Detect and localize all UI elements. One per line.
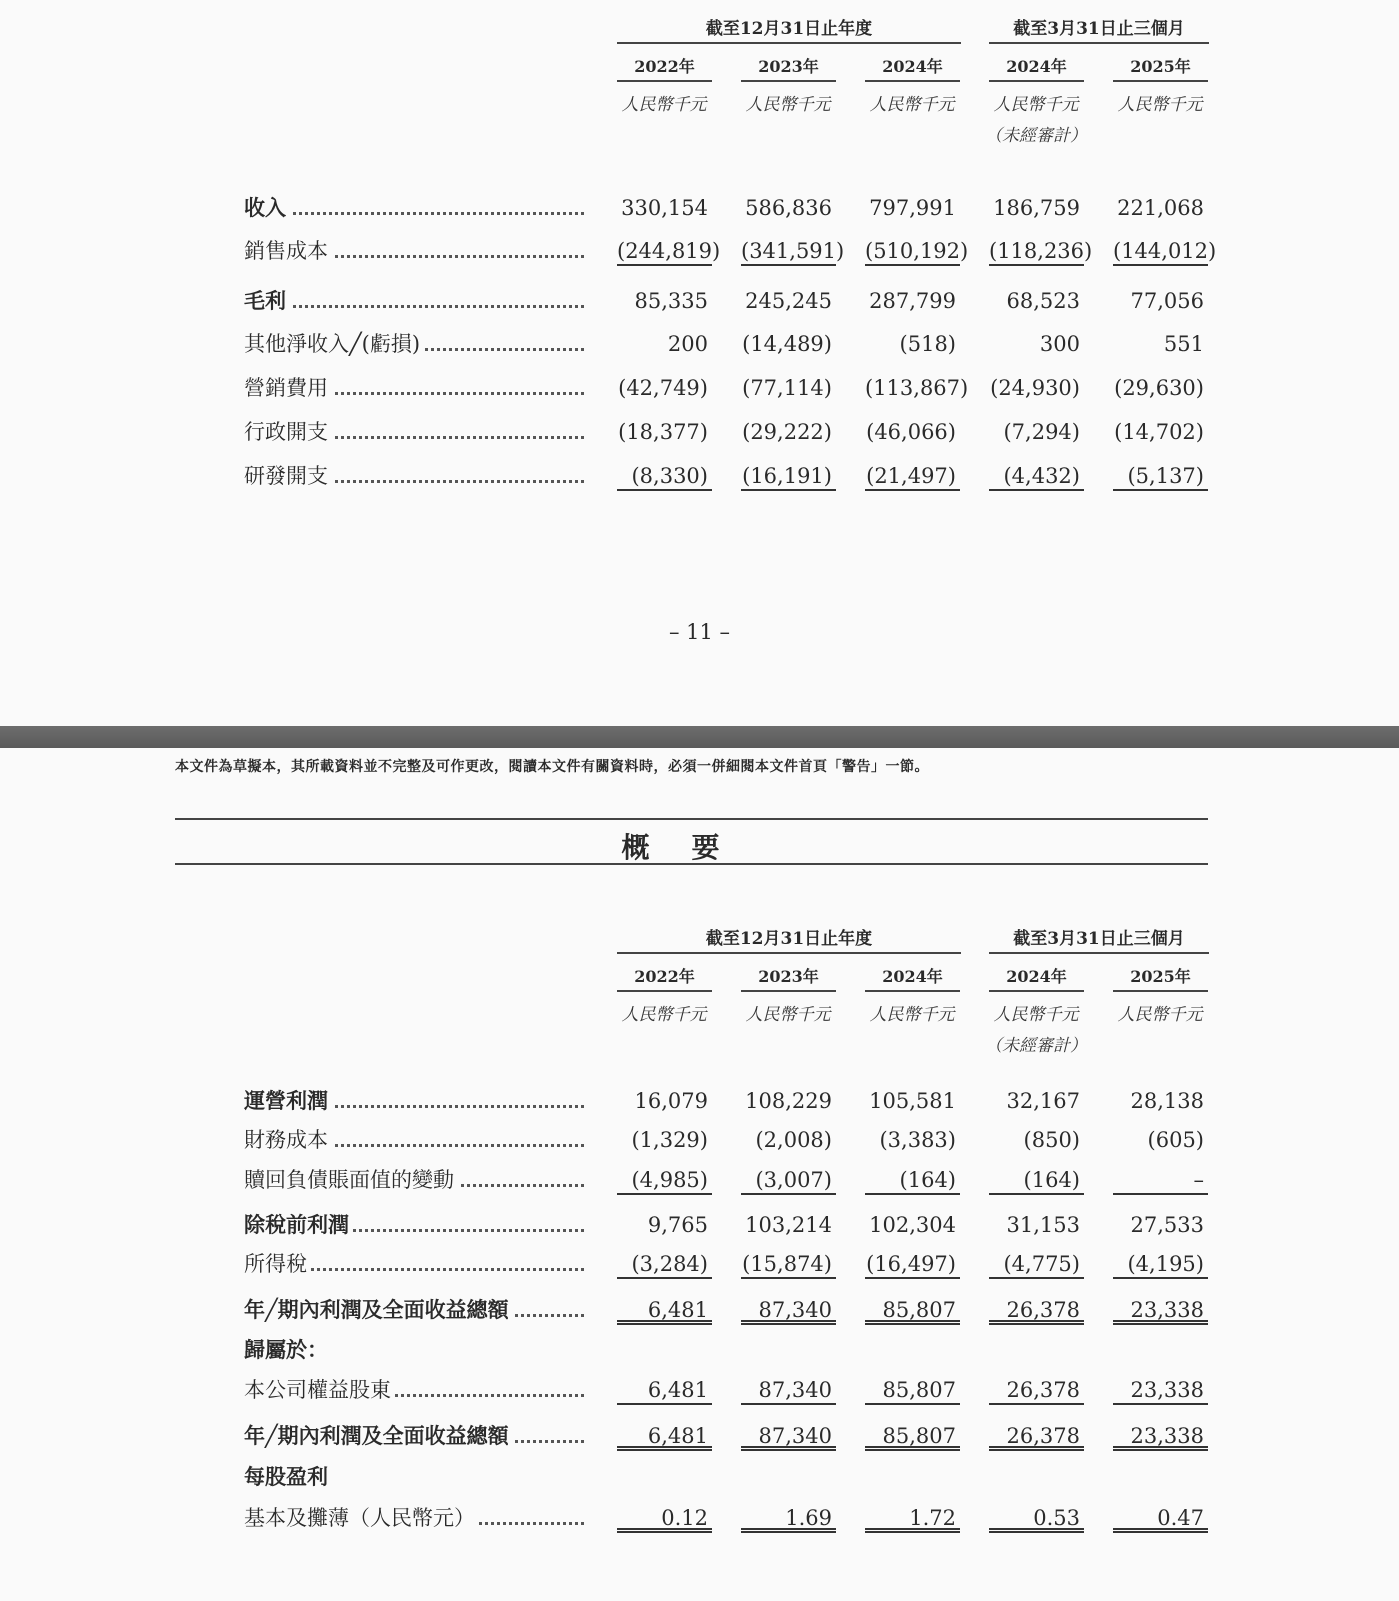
unaudited-label: （未經審計） <box>985 126 1087 146</box>
row-value: 26,378 <box>989 1295 1084 1325</box>
row-value: (341,591) <box>741 236 836 266</box>
header-group-q: 截至3月31日止三個月 <box>989 16 1209 44</box>
row-label-text: 年╱期內利潤及全面收益總額 <box>244 1297 513 1322</box>
row-value: 245,245 <box>745 289 832 313</box>
row-value: (4,432) <box>989 461 1084 491</box>
row-value: 102,304 <box>869 1213 956 1237</box>
page-11 <box>0 0 1399 728</box>
row-value: (46,066) <box>866 420 956 444</box>
row-value: (16,191) <box>741 461 836 491</box>
row-value: 23,338 <box>1113 1421 1208 1451</box>
year-header: 2024年 <box>989 54 1084 82</box>
row-value: 26,378 <box>989 1421 1084 1451</box>
row-value: (5,137) <box>1113 461 1208 491</box>
row-label-text: 收入 <box>244 195 290 220</box>
row-label <box>244 1335 584 1365</box>
row-label-text: 研發開支 <box>244 464 332 488</box>
row-label-text: 銷售成本 <box>244 239 332 263</box>
row-value: (21,497) <box>865 461 960 491</box>
row-label <box>244 1249 584 1279</box>
row-value: 85,335 <box>634 289 708 313</box>
row-value: 68,523 <box>1006 289 1080 313</box>
row-label-text: 年╱期內利潤及全面收益總額 <box>244 1423 513 1448</box>
row-value: (8,330) <box>617 461 712 491</box>
row-value: 28,138 <box>1130 1089 1204 1113</box>
row-value: (4,195) <box>1113 1249 1208 1279</box>
unit-label: 人民幣千元 <box>621 95 707 115</box>
year-header: 2022年 <box>617 964 712 992</box>
unit-label: 人民幣千元 <box>1117 95 1203 115</box>
row-value: 16,079 <box>634 1089 708 1113</box>
unaudited-label: （未經審計） <box>985 1036 1087 1056</box>
row-value: – <box>1113 1165 1208 1195</box>
unit-label: 人民幣千元 <box>745 1005 831 1025</box>
row-value: (77,114) <box>742 376 832 400</box>
row-value: 31,153 <box>1006 1213 1080 1237</box>
row-value: 0.47 <box>1113 1503 1208 1533</box>
row-value: 6,481 <box>617 1295 712 1325</box>
row-value: 87,340 <box>741 1375 836 1405</box>
row-value: (16,497) <box>865 1249 960 1279</box>
row-value: (3,284) <box>617 1249 712 1279</box>
row-value: (164) <box>989 1165 1084 1195</box>
row-value: 1.72 <box>865 1503 960 1533</box>
header-group-fy: 截至12月31日止年度 <box>617 16 961 44</box>
row-value: (1,329) <box>631 1128 708 1152</box>
header-group-fy: 截至12月31日止年度 <box>617 926 961 954</box>
year-header: 2022年 <box>617 54 712 82</box>
unit-label: 人民幣千元 <box>993 1005 1079 1025</box>
row-value: (42,749) <box>618 376 708 400</box>
row-value: 85,807 <box>865 1295 960 1325</box>
row-label-text: 運營利潤 <box>244 1088 332 1113</box>
row-value: 0.12 <box>617 1503 712 1533</box>
row-value: 200 <box>667 332 708 356</box>
row-value: 85,807 <box>865 1375 960 1405</box>
row-value: 797,991 <box>869 196 956 220</box>
row-label <box>244 417 584 447</box>
row-value: (24,930) <box>990 376 1080 400</box>
row-value: 85,807 <box>865 1421 960 1451</box>
row-value: (850) <box>1023 1128 1080 1152</box>
row-label <box>244 286 584 316</box>
row-label <box>244 236 584 266</box>
unit-label: 人民幣千元 <box>621 1005 707 1025</box>
row-value: (4,775) <box>989 1249 1084 1279</box>
row-value: (29,630) <box>1114 376 1204 400</box>
row-value: (113,867) <box>865 376 969 400</box>
title-rule-top <box>175 818 1208 820</box>
year-header: 2024年 <box>865 964 960 992</box>
row-value: (7,294) <box>1003 420 1080 444</box>
row-label <box>244 1375 584 1405</box>
row-label-text: 毛利 <box>244 288 290 313</box>
row-value: 27,533 <box>1130 1213 1204 1237</box>
year-header: 2024年 <box>989 964 1084 992</box>
row-value: 9,765 <box>647 1213 708 1237</box>
unit-label: 人民幣千元 <box>745 95 831 115</box>
row-value: (3,007) <box>741 1165 836 1195</box>
row-label <box>244 329 584 359</box>
year-header: 2023年 <box>741 54 836 82</box>
page-title: 概要 <box>621 831 762 864</box>
row-value: 108,229 <box>745 1089 832 1113</box>
row-label <box>244 1165 584 1195</box>
row-label <box>244 1125 584 1155</box>
row-label <box>244 1421 584 1451</box>
row-value: (29,222) <box>742 420 832 444</box>
row-label-text: 每股盈利 <box>244 1464 332 1489</box>
row-value: (118,236) <box>989 236 1084 266</box>
page-summary <box>0 748 1399 1601</box>
title-rule-bottom <box>175 863 1208 865</box>
row-label-text: 營銷費用 <box>244 376 332 400</box>
row-value: 32,167 <box>1006 1089 1080 1113</box>
row-label-text: 其他淨收入╱(虧損) <box>244 332 424 356</box>
row-value: 103,214 <box>745 1213 832 1237</box>
row-value: 330,154 <box>621 196 708 220</box>
row-value: (510,192) <box>865 236 960 266</box>
row-value: 551 <box>1163 332 1204 356</box>
row-value: 287,799 <box>869 289 956 313</box>
row-label-text: 除稅前利潤 <box>244 1212 353 1237</box>
row-label <box>244 1295 584 1325</box>
row-label <box>244 193 584 223</box>
unit-label: 人民幣千元 <box>993 95 1079 115</box>
row-label-text: 贖回負債賬面值的變動 <box>244 1168 458 1192</box>
page-divider <box>0 726 1399 748</box>
year-header: 2025年 <box>1113 964 1208 992</box>
unit-label: 人民幣千元 <box>869 1005 955 1025</box>
row-label <box>244 1462 584 1492</box>
row-value: 87,340 <box>741 1421 836 1451</box>
row-value: (518) <box>899 332 956 356</box>
row-label <box>244 1210 584 1240</box>
row-value: 26,378 <box>989 1375 1084 1405</box>
row-value: 1.69 <box>741 1503 836 1533</box>
year-header: 2023年 <box>741 964 836 992</box>
row-value: (4,985) <box>617 1165 712 1195</box>
row-value: 6,481 <box>617 1375 712 1405</box>
page-number: – 11 – <box>668 620 731 644</box>
row-label-text: 歸屬於： <box>244 1337 332 1362</box>
row-label-text: 財務成本 <box>244 1128 332 1152</box>
row-value: (15,874) <box>741 1249 836 1279</box>
row-label-text: 所得稅 <box>244 1252 311 1276</box>
row-value: (3,383) <box>879 1128 956 1152</box>
draft-notice: 本文件為草擬本，其所載資料並不完整及可作更改，閱讀本文件有關資料時，必須一併細閱本文件首頁「警告」一節。 <box>175 759 929 775</box>
row-label <box>244 373 584 403</box>
row-value: 0.53 <box>989 1503 1084 1533</box>
row-value: 300 <box>1039 332 1080 356</box>
row-label <box>244 1086 584 1116</box>
row-value: (244,819) <box>617 236 712 266</box>
unit-label: 人民幣千元 <box>869 95 955 115</box>
row-value: 23,338 <box>1113 1375 1208 1405</box>
row-value: (144,012) <box>1113 236 1208 266</box>
unit-label: 人民幣千元 <box>1117 1005 1203 1025</box>
row-label-text: 行政開支 <box>244 420 332 444</box>
row-label <box>244 461 584 491</box>
header-group-q: 截至3月31日止三個月 <box>989 926 1209 954</box>
row-value: 6,481 <box>617 1421 712 1451</box>
row-value: (14,489) <box>742 332 832 356</box>
row-value: (2,008) <box>755 1128 832 1152</box>
row-value: 105,581 <box>869 1089 956 1113</box>
row-value: 77,056 <box>1130 289 1204 313</box>
row-label-text: 本公司權益股東 <box>244 1378 395 1402</box>
row-value: 23,338 <box>1113 1295 1208 1325</box>
row-value: 221,068 <box>1117 196 1204 220</box>
year-header: 2024年 <box>865 54 960 82</box>
row-value: (605) <box>1147 1128 1204 1152</box>
row-label <box>244 1503 584 1533</box>
row-value: (18,377) <box>618 420 708 444</box>
row-value: 87,340 <box>741 1295 836 1325</box>
row-value: 186,759 <box>993 196 1080 220</box>
row-value: 586,836 <box>745 196 832 220</box>
year-header: 2025年 <box>1113 54 1208 82</box>
row-label-text: 基本及攤薄（人民幣元） <box>244 1506 479 1530</box>
row-value: (14,702) <box>1114 420 1204 444</box>
row-value: (164) <box>865 1165 960 1195</box>
